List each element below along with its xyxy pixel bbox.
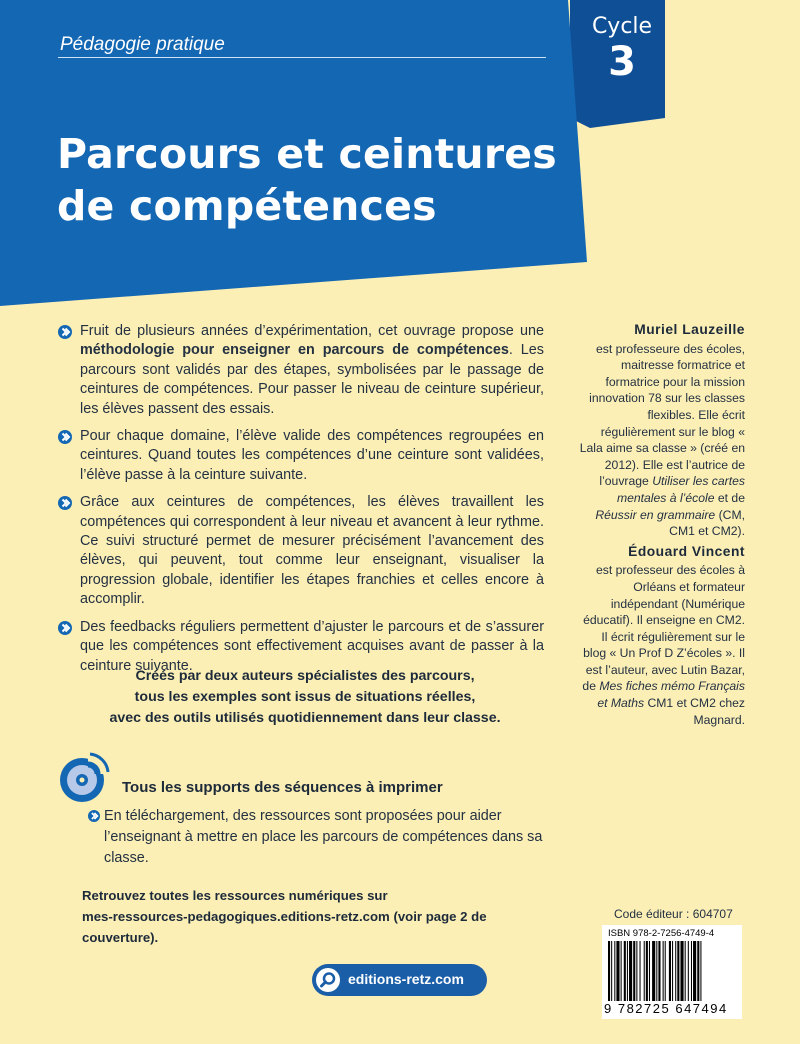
barcode-bar (656, 941, 657, 1001)
author-bio: Muriel Lauzeille est professeure des écoles, maitresse formatrice et formatrice pour la mission innovation 78 sur les classes flexibles. Elle écrit régulièrement sur le blog « Lala aime sa classe » (créé en 2012). Elle est l’autrice de l’ouvrage Utiliser les cartes mentales à l’école et de Réussir en grammaire (CM, CM1 et CM2). (575, 322, 745, 540)
search-icon (316, 968, 340, 992)
barcode-bar (688, 941, 689, 1001)
barcode-bar (616, 941, 619, 1001)
authors-column (575, 322, 745, 732)
author-bio: Édouard Vincent est professeur des écoles à Orléans et formateur indépendant (Numérique éducatif). Il enseigne en CM2. Il écrit régulièrement sur le blog « Un Prof D Z’écoles ». Il est l’auteur, avec Lutin Bazar, de Mes fiches mémo Français et Maths CM1 et CM2 chez Magnard. (575, 544, 745, 729)
chevron-right-icon (58, 496, 72, 510)
description-item (58, 427, 544, 485)
title-line-2: de compétences (57, 182, 437, 230)
barcode-bar (675, 941, 676, 1001)
barcode-bar (665, 941, 666, 1001)
cycle-word: Cycle (591, 14, 653, 39)
item-text: Pour chaque domaine, l’élève valide des compétences regroupées en ceintures. Quand toutes les compétences d’une ceinture sont validées, l’élève passe à la ceinture suivante. (80, 428, 544, 483)
barcode-bar (608, 941, 610, 1001)
item-text: Des feedbacks réguliers permettent d’ajuster le parcours et de s’assurer que les compétences sont effectivement acquises avant de passer à la ceinture suivante. (80, 618, 544, 674)
barcode-bar (672, 941, 673, 1001)
chevron-right-icon (58, 621, 72, 635)
barcode-bar (621, 941, 622, 1001)
isbn-label: ISBN 978-2-7256-4749-4 (608, 928, 715, 939)
item-text-pre: Fruit de plusieurs années d’expérimentation, cet ouvrage propose une (80, 323, 544, 339)
website-link[interactable] (312, 964, 487, 996)
chevron-right-icon (58, 325, 72, 339)
summary-line-2: tous les exemples sont issus de situations réelles, (134, 689, 476, 705)
barcode-bar (633, 941, 635, 1001)
download-disc-icon (58, 752, 110, 804)
barcode-bar (652, 941, 655, 1001)
barcode-digits: 9 782725 647494 (604, 1001, 728, 1016)
website-label: editions-retz.com (348, 971, 464, 987)
resources-note (82, 885, 562, 948)
item-text-bold: méthodologie pour enseigner en parcours de compétences (80, 342, 509, 359)
barcode-bar (627, 941, 628, 1001)
description-item (58, 322, 544, 419)
summary-line-3: avec des outils utilisés quotidiennement dans leur classe. (109, 710, 501, 726)
book-title (57, 128, 577, 232)
title-line-1: Parcours et ceintures (57, 130, 557, 178)
barcode-bar (697, 941, 699, 1001)
supports-description (88, 806, 564, 869)
barcode-bar (658, 941, 660, 1001)
cycle-number: 3 (608, 39, 636, 85)
resources-line-1: Retrouvez toutes les ressources numériques sur (82, 888, 388, 903)
item-text-post: . Les parcours sont validés par des étapes, symbolisées par le passage de ceintures de compétences. Pour passer le niveau de ceinture supérieur, les élèves passent des essais. (80, 342, 544, 417)
barcode-bar (644, 941, 645, 1001)
description-item (58, 493, 544, 609)
barcode-bar (663, 941, 664, 1001)
barcode-bar (611, 941, 612, 1001)
barcode-bar (693, 941, 696, 1001)
barcode-bar (680, 941, 683, 1001)
barcode-bar (669, 941, 671, 1001)
description-list (58, 322, 544, 684)
barcode-bars (608, 941, 736, 1001)
barcode-bar (636, 941, 637, 1001)
author-name: Muriel Lauzeille (634, 322, 745, 337)
series-divider (58, 57, 546, 58)
barcode-bar (700, 941, 701, 1001)
barcode-bar (646, 941, 648, 1001)
author-name: Édouard Vincent (628, 543, 745, 559)
item-text: Grâce aux ceintures de compétences, les élèves travaillent les compétences qui correspondent à leur niveau et avancent à leur rythme. Ce suivi structuré permet de mesurer précisément l’avancement des élèves, qui peuvent, tout comme leur enseignant, visualiser la progression globale, identifier les étapes franchies et celles encore à accomplir. (80, 494, 544, 608)
resources-link[interactable]: mes-ressources-pedagogiques.editions-retz.com (voir page 2 de couverture). (82, 909, 487, 945)
barcode-bar (614, 941, 615, 1001)
barcode-bar (685, 941, 686, 1001)
barcode-bar (691, 941, 692, 1001)
barcode-bar (677, 941, 679, 1001)
barcode-bar (640, 941, 641, 1001)
authors-summary (60, 666, 550, 729)
barcode-bar (649, 941, 650, 1001)
summary-line-1: Créés par deux auteurs spécialistes des parcours, (135, 668, 475, 684)
cycle-badge (590, 14, 654, 85)
series-label: Pédagogie pratique (60, 34, 225, 55)
supports-title: Tous les supports des séquences à imprimer (122, 779, 443, 796)
barcode-bar (624, 941, 626, 1001)
chevron-right-icon (88, 810, 100, 822)
publisher-code: Code éditeur : 604707 (614, 907, 733, 921)
supports-text: En téléchargement, des ressources sont proposées pour aider l’enseignant à mettre en place les parcours de compétences dans sa classe. (104, 808, 543, 866)
isbn-barcode (602, 925, 742, 1019)
chevron-right-icon (58, 430, 72, 444)
barcode-bar (629, 941, 632, 1001)
